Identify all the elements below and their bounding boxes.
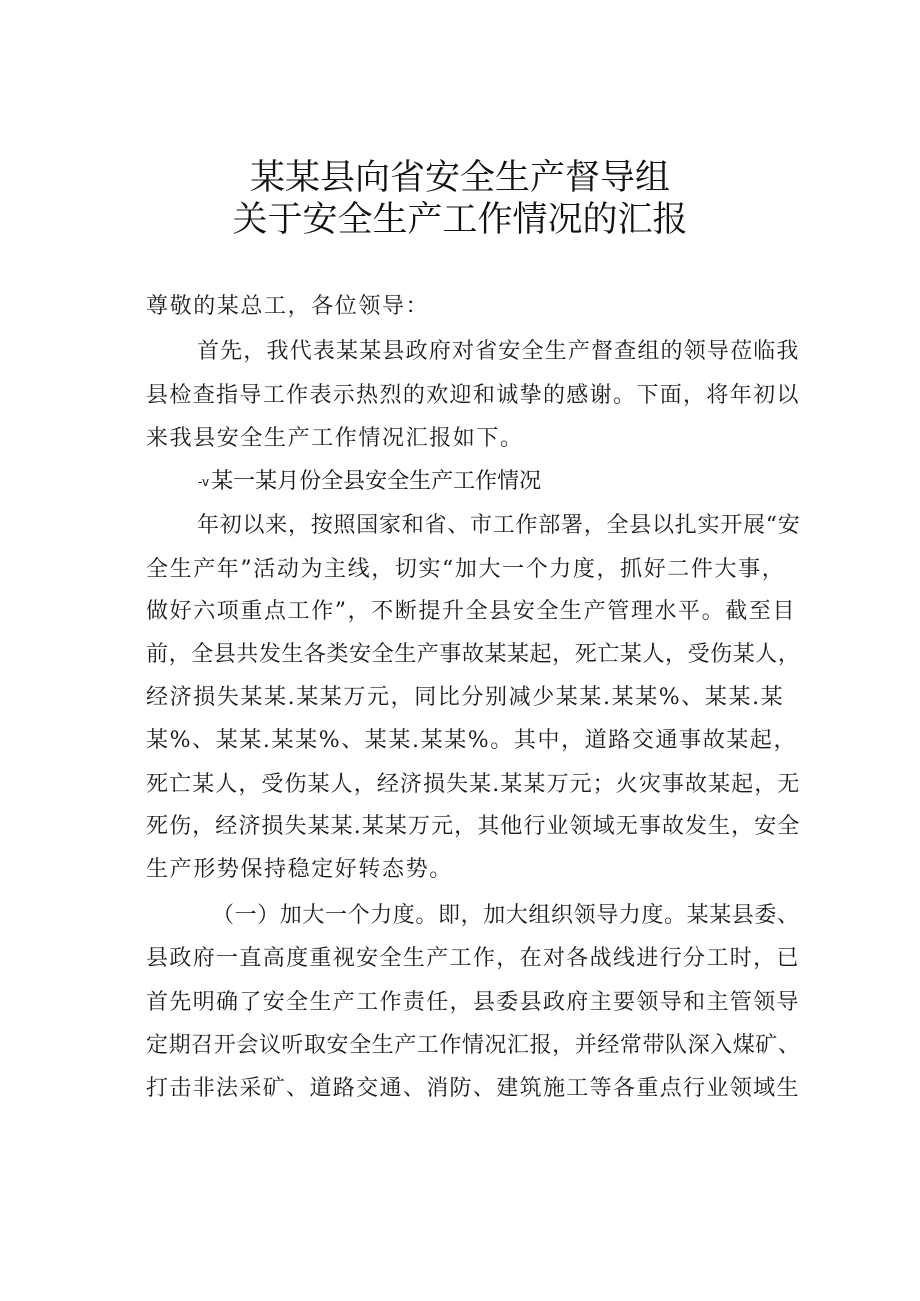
paragraph-line: 做好六项重点工作”，不断提升全县安全生产管理水平。截至目 [146, 599, 797, 624]
paragraph-line: 打击非法采矿、道路交通、消防、建筑施工等各重点行业领域生 [146, 1076, 800, 1101]
paragraph-line: 生产形势保持稳定好转态势。 [146, 857, 453, 882]
intro-line: 县检查指导工作表示热烈的欢迎和诚挚的感谢。下面，将年初以 [146, 383, 800, 408]
paragraph-line: 死亡某人，受伤某人，经济损失某.某某万元；火灾事故某起，无 [146, 772, 801, 797]
paragraph-line: 定期召开会议听取安全生产工作情况汇报，并经常带队深入煤矿、 [146, 1033, 801, 1058]
paragraph-line: 年初以来，按照国家和省、市工作部署，全县以扎实开展“安 [197, 513, 801, 538]
paragraph-line: （一）加大一个力度。即，加大组织领导力度。某某县委、 [212, 903, 800, 928]
document-title-line-1: 某某县向省安全生产督导组 [249, 158, 670, 198]
paragraph-line: 经济损失某某.某某万元，同比分别减少某某.某某%、某某.某 [146, 685, 785, 710]
intro-line: 首先，我代表某某县政府对省安全生产督查组的领导莅临我 [197, 339, 800, 364]
section-heading [198, 467, 541, 497]
intro-line: 来我县安全生产工作情况汇报如下。 [146, 426, 524, 451]
paragraph-line: 死伤，经济损失某某.某某万元，其他行业领域无事故发生，安全 [146, 814, 801, 839]
salutation: 尊敬的某总工，各位领导： [146, 294, 430, 319]
paragraph-line: 全生产年”活动为主线，切实“加大一个力度，抓好二件大事， [146, 557, 786, 582]
document-title-line-2: 关于安全生产工作情况的汇报 [232, 200, 688, 240]
paragraph-line: 某%、某某.某某%、某某.某某%。其中，道路交通事故某起， [146, 728, 798, 753]
paragraph-line: 首先明确了安全生产工作责任，县委县政府主要领导和主管领导 [146, 990, 800, 1015]
section-heading-text: 某一某月份全县安全生产工作情况 [211, 469, 542, 494]
paragraph-line: 前，全县共发生各类安全生产事故某某起，死亡某人，受伤某人， [146, 642, 801, 667]
paragraph-line: 县政府一直高度重视安全生产工作，在对各战线进行分工时，已 [146, 946, 800, 971]
section-heading-prefix: -v [198, 475, 210, 489]
